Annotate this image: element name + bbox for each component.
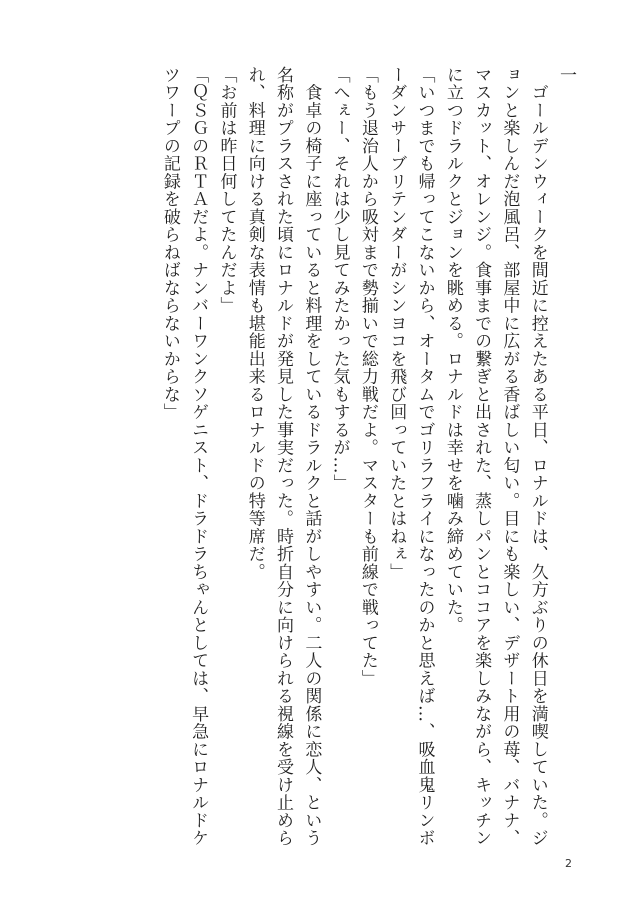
text-line: れ、料理に向ける真剣な表情も堪能出来るロナルドの特等席だ。: [244, 66, 265, 581]
dialogue-line: 「いつまでも帰ってこないから、オータムでゴリラフライになったのかと思えば…、吸血鬼リンボ: [414, 66, 435, 847]
dialogue-line: ーダンサーブリテンダーがシンヨコを飛び回っていたとはねぇ」: [386, 66, 407, 581]
dialogue-line: 「お前は昨日何してたんだよ」: [216, 66, 237, 315]
page-number: 2: [565, 857, 572, 870]
text-line: ョンと楽しんだ泡風呂、部屋中に広がる香ばしい匂い。目にも楽しい、デザート用の苺、バナナ、: [499, 66, 520, 847]
dialogue-line: 「へぇー、それは少し見てみたかった気もするが…」: [329, 66, 350, 492]
text-line: 食卓の椅子に座っていると料理をしているドラルクと話がしやすい。二人の関係に恋人、という: [301, 66, 322, 847]
text-line: マスカット、オレンジ。食事までの繋ぎと出された、蒸しパンとココアを楽しみながら、キッチン: [471, 66, 492, 847]
dialogue-line: 「ＱＳＧのＲＴＡだよ。ナンバーワンクソゲニスト、ドラドラちゃんとしては、早急にロナルドケ: [188, 66, 209, 847]
body-text: [156, 66, 580, 847]
chapter-number: 一: [556, 66, 576, 84]
text-line: ゴールデンウィークを間近に控えたある平日、ロナルドは、久方ぶりの休日を満喫していた。ジ: [527, 66, 548, 847]
dialogue-line: ツワープの記録を破らねばならないからな」: [159, 66, 180, 421]
text-line: 名称がプラスされた頃にロナルドが発見した事実だった。時折自分に向けられる視線を受け止めら: [273, 66, 294, 847]
text-line: に立つドラルクとジョンを眺める。ロナルドは幸せを噛み締めていた。: [442, 66, 463, 634]
dialogue-line: 「もう退治人から吸対まで勢揃いで総力戦だよ。マスターも前線で戦ってた」: [357, 66, 378, 688]
